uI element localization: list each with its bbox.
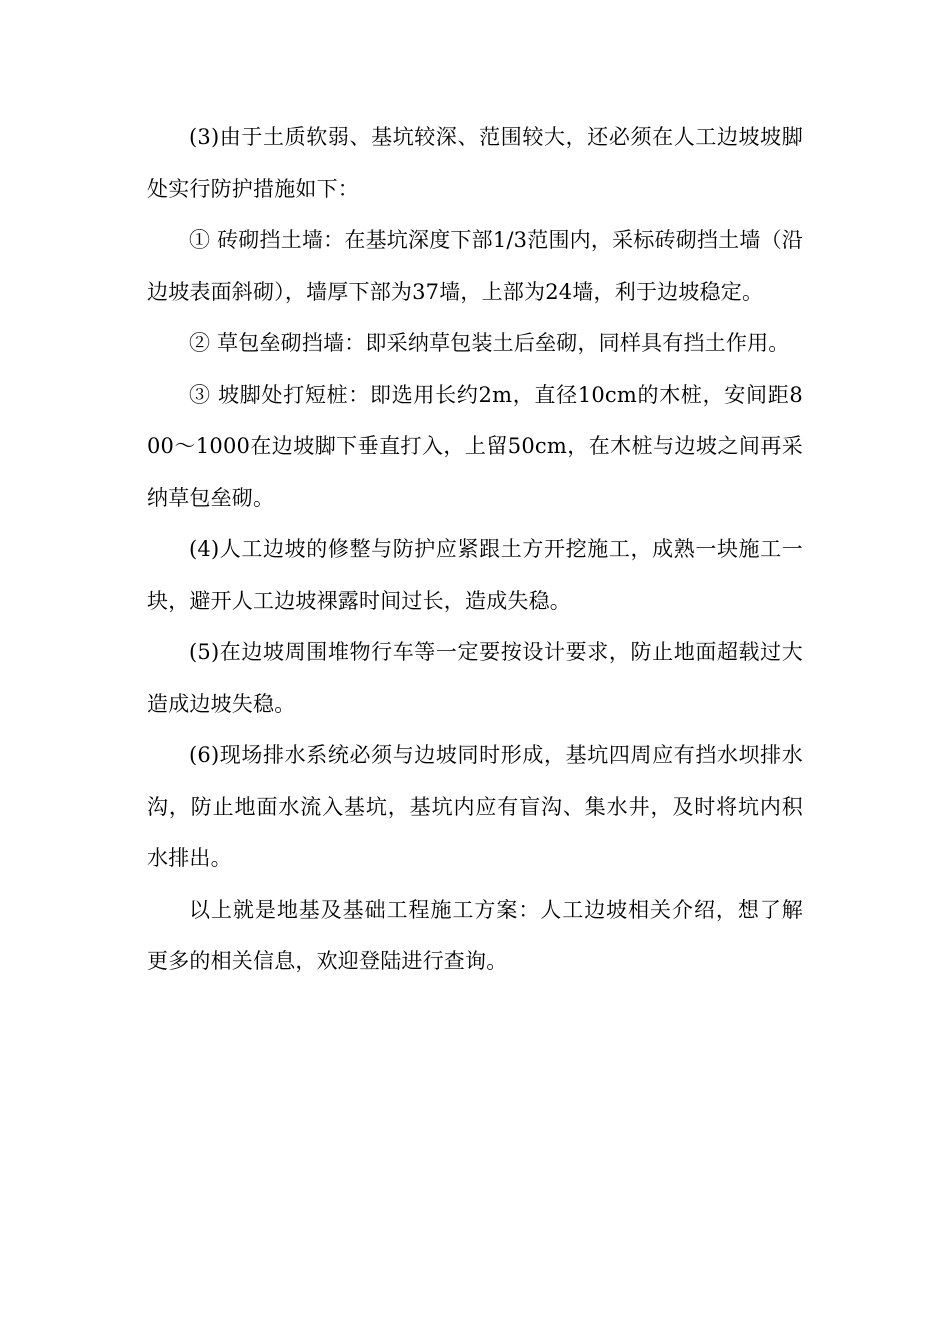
paragraph-short-piles: ③ 坡脚处打短桩：即选用长约2m，直径10cm的木桩，安间距800～1000在边坡脚下垂直打入，上留50cm，在木桩与边坡之间再采纳草包垒砌。 <box>147 382 803 510</box>
paragraph-surcharge-limit: (5)在边坡周围堆物行车等一定要按设计要求，防止地面超载过大造成边坡失稳。 <box>147 640 803 716</box>
paragraph-straw-bag-wall: ② 草包垒砌挡墙：即采纳草包装土后垒砌，同样具有挡土作用。 <box>189 331 790 355</box>
paragraph-drainage-system: (6)现场排水系统必须与边坡同时形成，基坑四周应有挡水坝排水沟，防止地面水流入基坑，基坑内应有盲沟、集水井，及时将坑内积水排出。 <box>147 743 803 870</box>
document-body <box>147 112 803 988</box>
paragraph-slope-protection-intro: (3)由于土质软弱、基坑较深、范围较大，还必须在人工边坡坡脚处实行防护措施如下： <box>147 125 803 201</box>
paragraph-closing-note: 以上就是地基及基础工程施工方案：人工边坡相关介绍，想了解更多的相关信息，欢迎登陆进行查询。 <box>147 897 803 973</box>
paragraph-brick-retaining-wall: ① 砖砌挡土墙：在基坑深度下部1/3范围内，采标砖砌挡土墙（沿边坡表面斜砌），墙厚下部为37墙，上部为24墙，利于边坡稳定。 <box>147 228 803 304</box>
paragraph-trimming-protection: (4)人工边坡的修整与防护应紧跟土方开挖施工，成熟一块施工一块，避开人工边坡裸露时间过长，造成失稳。 <box>147 537 803 613</box>
